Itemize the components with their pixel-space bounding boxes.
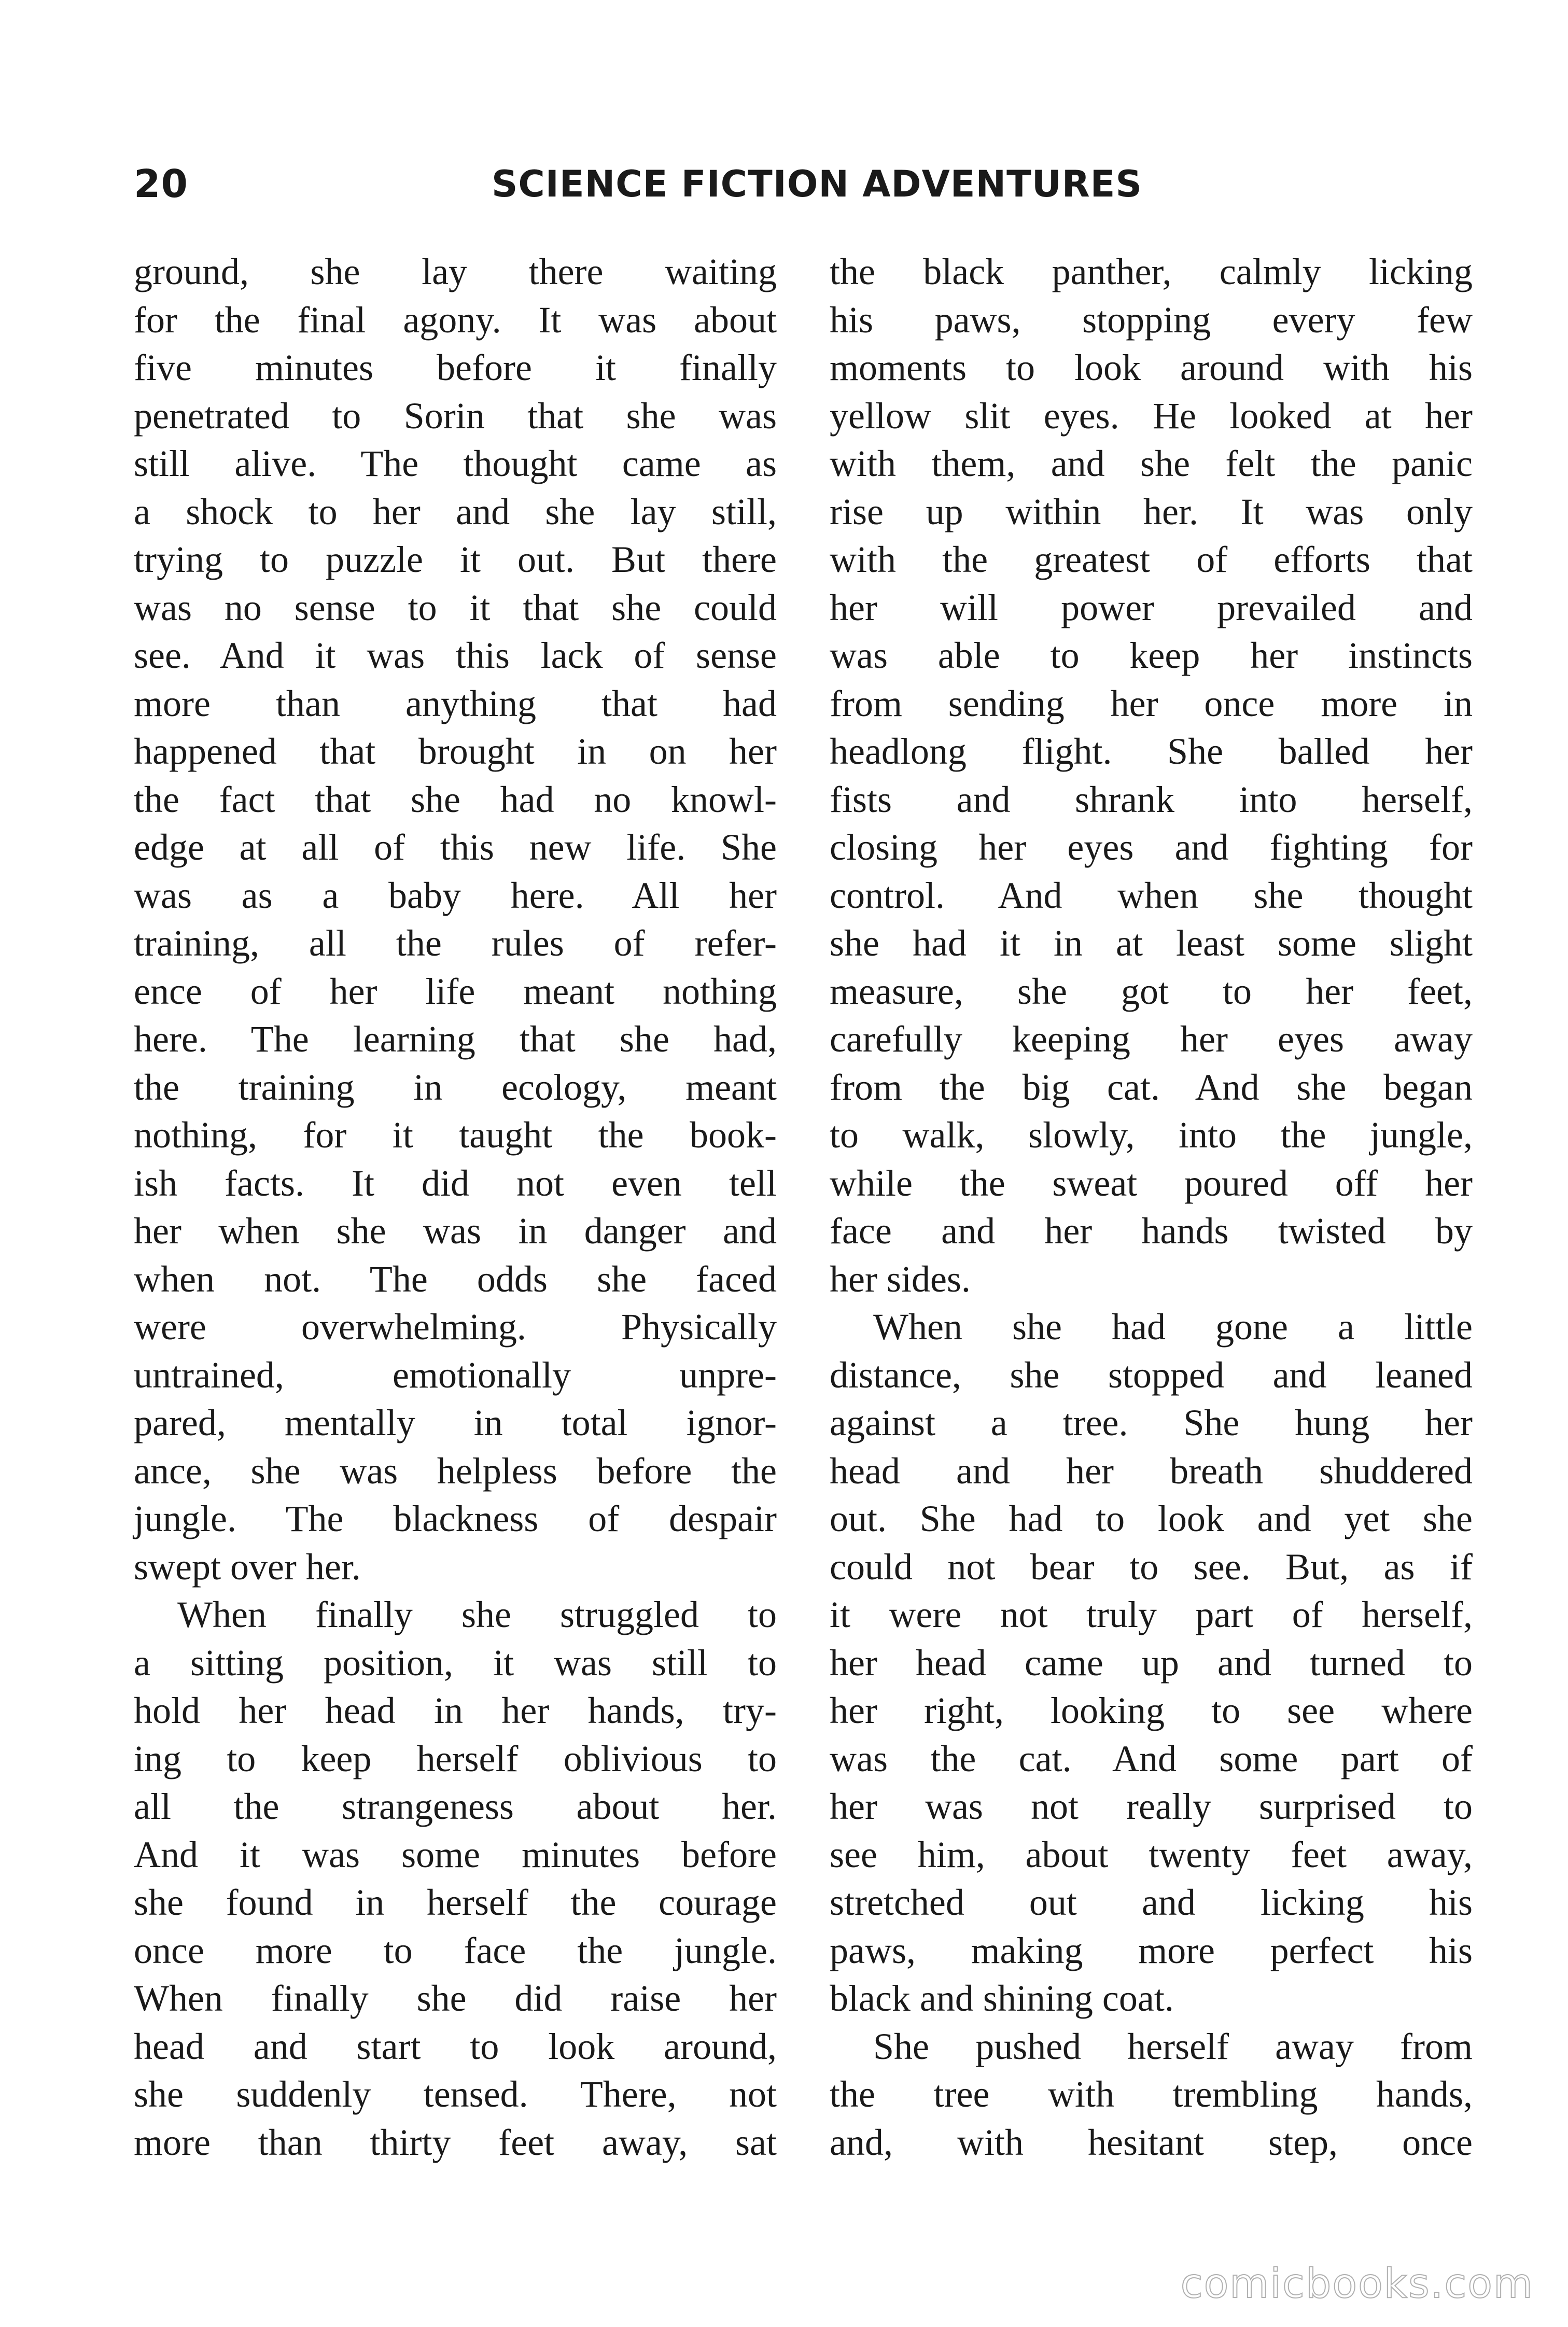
text-line: once more to face the jungle. xyxy=(134,1929,777,1971)
text-line: when not. The odds she faced xyxy=(134,1258,777,1300)
text-line: her when she was in danger and xyxy=(134,1210,777,1252)
text-line: against a tree. She hung her xyxy=(830,1402,1473,1443)
watermark: comicbooks.com xyxy=(1180,2261,1534,2307)
text-line: When finally she struggled to xyxy=(177,1594,777,1635)
text-line: she had it in at least some slight xyxy=(830,922,1473,964)
text-line: measure, she got to her feet, xyxy=(830,970,1473,1012)
text-line: see. And it was this lack of sense xyxy=(134,635,777,676)
text-line: pared, mentally in total ignor- xyxy=(134,1402,777,1443)
text-line: her will power prevailed and xyxy=(830,586,1473,628)
text-line: control. And when she thought xyxy=(830,874,1473,916)
text-line: moments to look around with his xyxy=(830,347,1473,388)
text-line: to walk, slowly, into the jungle, xyxy=(830,1114,1473,1156)
text-line: ish facts. It did not even tell xyxy=(134,1162,777,1204)
text-line: his paws, stopping every few xyxy=(830,299,1473,341)
text-line: happened that brought in on her xyxy=(134,731,777,772)
text-line: from the big cat. And she began xyxy=(830,1066,1473,1108)
text-line: was able to keep her instincts xyxy=(830,635,1473,676)
text-line: with the greatest of efforts that xyxy=(830,539,1473,580)
text-line: hold her head in her hands, try- xyxy=(134,1690,777,1731)
text-line: was the cat. And some part of xyxy=(830,1737,1473,1779)
text-line: here. The learning that she had, xyxy=(134,1018,777,1060)
text-line: it were not truly part of herself, xyxy=(830,1594,1473,1635)
text-line: the black panther, calmly licking xyxy=(830,251,1473,292)
text-line: a shock to her and she lay still, xyxy=(134,490,777,532)
text-line: her was not really surprised to xyxy=(830,1786,1473,1827)
text-line: nothing, for it taught the book- xyxy=(134,1114,777,1156)
text-line: still alive. The thought came as xyxy=(134,443,777,484)
text-line: carefully keeping her eyes away xyxy=(830,1018,1473,1060)
text-line: When she had gone a little xyxy=(873,1306,1473,1348)
text-line: yellow slit eyes. He looked at her xyxy=(830,395,1473,437)
text-line: was as a baby here. All her xyxy=(134,874,777,916)
text-line: ground, she lay there waiting xyxy=(134,251,777,292)
text-line: out. She had to look and yet she xyxy=(830,1498,1473,1539)
text-line: trying to puzzle it out. But there xyxy=(134,539,777,580)
text-line: ence of her life meant nothing xyxy=(134,970,777,1012)
text-line: When finally she did raise her xyxy=(134,1978,777,2019)
text-line: distance, she stopped and leaned xyxy=(830,1354,1473,1396)
text-line: the tree with trembling hands, xyxy=(830,2073,1473,2115)
text-line: for the final agony. It was about xyxy=(134,299,777,341)
text-line: was no sense to it that she could xyxy=(134,586,777,628)
text-line: training, all the rules of refer- xyxy=(134,922,777,964)
text-line: were overwhelming. Physically xyxy=(134,1306,777,1348)
text-line: head and her breath shuddered xyxy=(830,1450,1473,1492)
text-line: and, with hesitant step, once xyxy=(830,2121,1473,2163)
text-line: swept over her. xyxy=(134,1546,361,1588)
text-line: her head came up and turned to xyxy=(830,1642,1473,1684)
text-line: more than thirty feet away, sat xyxy=(134,2121,777,2163)
text-line: her right, looking to see where xyxy=(830,1690,1473,1731)
text-line: the training in ecology, meant xyxy=(134,1066,777,1108)
text-line: from sending her once more in xyxy=(830,682,1473,724)
text-line: paws, making more perfect his xyxy=(830,1929,1473,1971)
text-line: black and shining coat. xyxy=(830,1978,1174,2019)
text-line: all the strangeness about her. xyxy=(134,1786,777,1827)
text-line: fists and shrank into herself, xyxy=(830,778,1473,820)
right-text-column xyxy=(830,248,1473,2166)
running-head: SCIENCE FICTION ADVENTURES xyxy=(492,163,1142,205)
text-line: the fact that she had no knowl- xyxy=(134,778,777,820)
text-line: And it was some minutes before xyxy=(134,1833,777,1875)
text-line: jungle. The blackness of despair xyxy=(134,1498,777,1539)
text-line: with them, and she felt the panic xyxy=(830,443,1473,484)
text-line: face and her hands twisted by xyxy=(830,1210,1473,1252)
text-line: could not bear to see. But, as if xyxy=(830,1546,1473,1588)
left-text-column xyxy=(134,248,777,2166)
text-line: ing to keep herself oblivious to xyxy=(134,1737,777,1779)
text-line: see him, about twenty feet away, xyxy=(830,1833,1473,1875)
text-line: closing her eyes and fighting for xyxy=(830,826,1473,868)
text-line: stretched out and licking his xyxy=(830,1882,1473,1923)
text-line: She pushed herself away from xyxy=(873,2025,1473,2067)
text-line: she found in herself the courage xyxy=(134,1882,777,1923)
text-line: more than anything that had xyxy=(134,682,777,724)
text-line: a sitting position, it was still to xyxy=(134,1642,777,1684)
text-line: headlong flight. She balled her xyxy=(830,731,1473,772)
text-line: head and start to look around, xyxy=(134,2025,777,2067)
text-line: her sides. xyxy=(830,1258,971,1300)
page-number: 20 xyxy=(134,162,188,206)
text-line: ance, she was helpless before the xyxy=(134,1450,777,1492)
text-line: penetrated to Sorin that she was xyxy=(134,395,777,437)
text-line: five minutes before it finally xyxy=(134,347,777,388)
text-line: she suddenly tensed. There, not xyxy=(134,2073,777,2115)
text-line: while the sweat poured off her xyxy=(830,1162,1473,1204)
text-line: untrained, emotionally unpre- xyxy=(134,1354,777,1396)
text-line: rise up within her. It was only xyxy=(830,490,1473,532)
text-line: edge at all of this new life. She xyxy=(134,826,777,868)
